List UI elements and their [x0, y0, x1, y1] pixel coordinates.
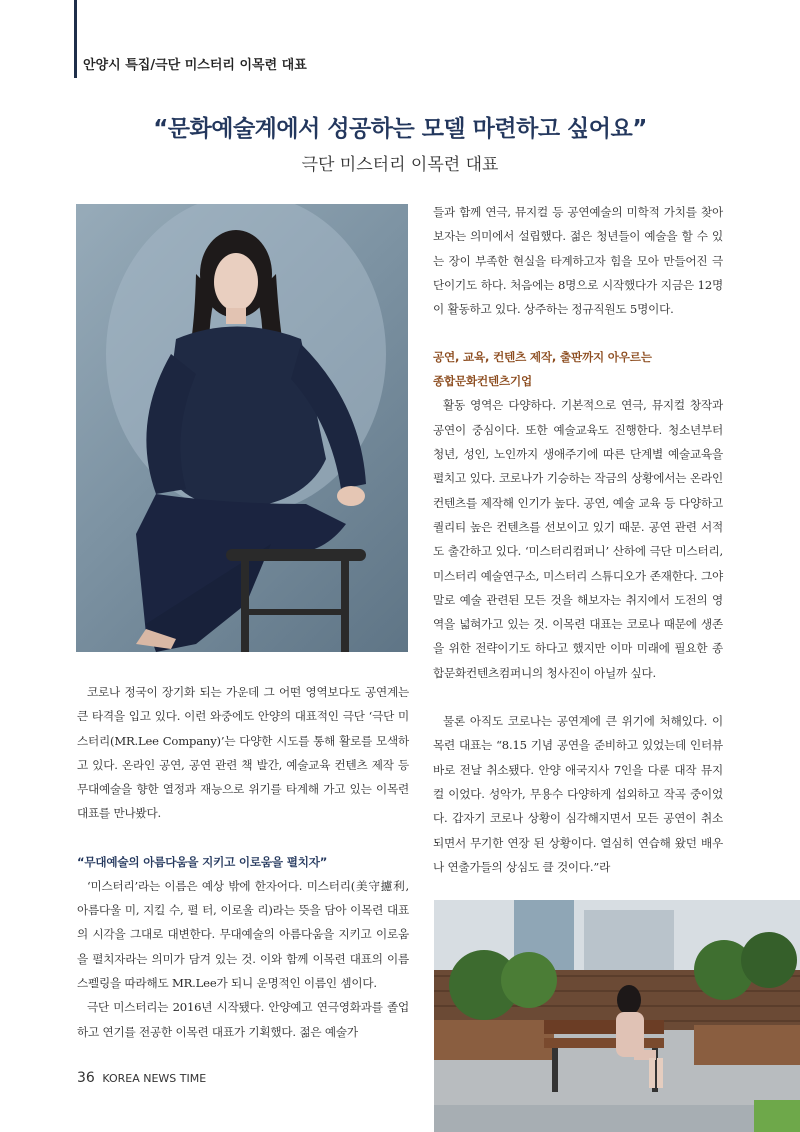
magazine-name: KOREA NEWS TIME	[102, 1072, 207, 1085]
body-paragraph: 물론 아직도 코로나는 공연계에 큰 위기에 처해있다. 이목련 대표는 “8.15 기념 공연을 준비하고 있었는데 인터뷰 바로 전날 취소됐다. 안양 애국지사 7인을 다룬 대작 뮤지컬 이었다. 성악가, 무용수 다양하게 섭외하고 작곡 중이었다. 갑자기 코로나 상황이 심각해지면서 모든 공연이 취소되면서 무기한 연장 된 상황이다. 열심히 연습해 왔던 배우나 연출가들의 상심도 클 것이다.”라	[433, 714, 723, 874]
rooftop-photo	[434, 900, 800, 1132]
article-title: “문화예술계에서 성공하는 모델 마련하고 싶어요”	[153, 116, 647, 142]
body-paragraph: 활동 영역은 다양하다. 기본적으로 연극, 뮤지컬 창작과 공연이 중심이다. 또한 예술교육도 진행한다. 청소년부터 청년, 성인, 노인까지 생애주기에 따른 단계별 예술교육을 펼치고 있다. 코로나가 기승하는 작금의 상황에서는 온라인 컨텐츠를 제작해 인기가 높다. 공연, 예술 교육 등 다양하고 퀄리티 높은 컨텐츠를 선보이고 있기 때문. 공연 관련 서적도 출간하고 있다. ‘미스터리컴퍼니’ 산하에 극단 미스터리, 미스터리 예술연구소, 미스터리 스튜디오가 존재한다. 그야말로 예술 관련된 모든 것을 해보자는 취지에서 도전의 영역을 넓혀가고 있는 것. 이목련 대표는 코로나 때문에 생존을 위한 전략이기도 하다고 했지만 이마 미래에 필요한 종합문화컨텐츠컴퍼니의 청사진이 아닐까 싶다.	[433, 398, 723, 680]
portrait-illustration	[76, 204, 408, 652]
page-footer	[77, 1070, 206, 1086]
left-subheading: “무대예술의 아름다움을 지키고 이로움을 펼치자”	[77, 854, 328, 869]
body-paragraph: 극단 미스터리는 2016년 시작됐다. 안양예고 연극영화과를 졸업하고 연기를 전공한 이목련 대표가 기획했다. 젊은 예술가	[77, 1000, 409, 1039]
right-subheading-line1: 공연, 교육, 컨텐츠 제작, 출판까지 아우르는	[433, 350, 652, 365]
portrait-photo	[76, 204, 408, 652]
intro-paragraph: 코로나 정국이 장기화 되는 가운데 그 어떤 영역보다도 공연계는 큰 타격을 입고 있다. 이런 와중에도 안양의 대표적인 극단 ‘극단 미스터리(MR.Lee Company)’는 다양한 시도를 통해 활로를 모색하고 있다. 온라인 공연, 공연 관련 책 발간, 예술교육 컨텐츠 제작 등 무대예술을 향한 열정과 재능으로 위기를 타계해 가고 있는 이목련 대표를 만나봤다.	[77, 685, 409, 821]
right-subheading-line2: 종합문화컨텐츠기업	[433, 374, 532, 389]
rooftop-illustration	[434, 900, 800, 1132]
page-number: 36	[77, 1070, 95, 1086]
section-rule	[74, 0, 77, 78]
body-paragraph: 들과 함께 연극, 뮤지컬 등 공연예술의 미학적 가치를 찾아보자는 의미에서 설립했다. 젊은 청년들이 예술을 할 수 있는 장이 부족한 현실을 타계하고자 힘을 모아 만들어진 극단이기도 하다. 처음에는 8명으로 시작했다가 지금은 12명이 활동하고 있다. 상주하는 정규직원도 5명이다.	[433, 205, 723, 317]
body-paragraph: ‘미스터리’라는 이름은 예상 밖에 한자어다. 미스터리(美守攄利, 아름다울 미, 지킬 수, 펼 터, 이로울 리)라는 뜻을 담아 이목련 대표의 시각을 그대로 대변한다. 무대예술의 아름다움을 지키고 이로움을 펼치자라는 의미가 담겨 있는 것. 이와 함께 이목련 대표의 이름 스펠링을 따라해도 MR.Lee가 되니 운명적인 이름인 셈이다.	[77, 878, 409, 990]
left-column	[77, 680, 409, 1044]
article-subtitle: 극단 미스터리 이목련 대표	[301, 155, 499, 175]
section-label: 안양시 특집/극단 미스터리 이목련 대표	[83, 58, 307, 73]
right-column	[433, 200, 723, 879]
